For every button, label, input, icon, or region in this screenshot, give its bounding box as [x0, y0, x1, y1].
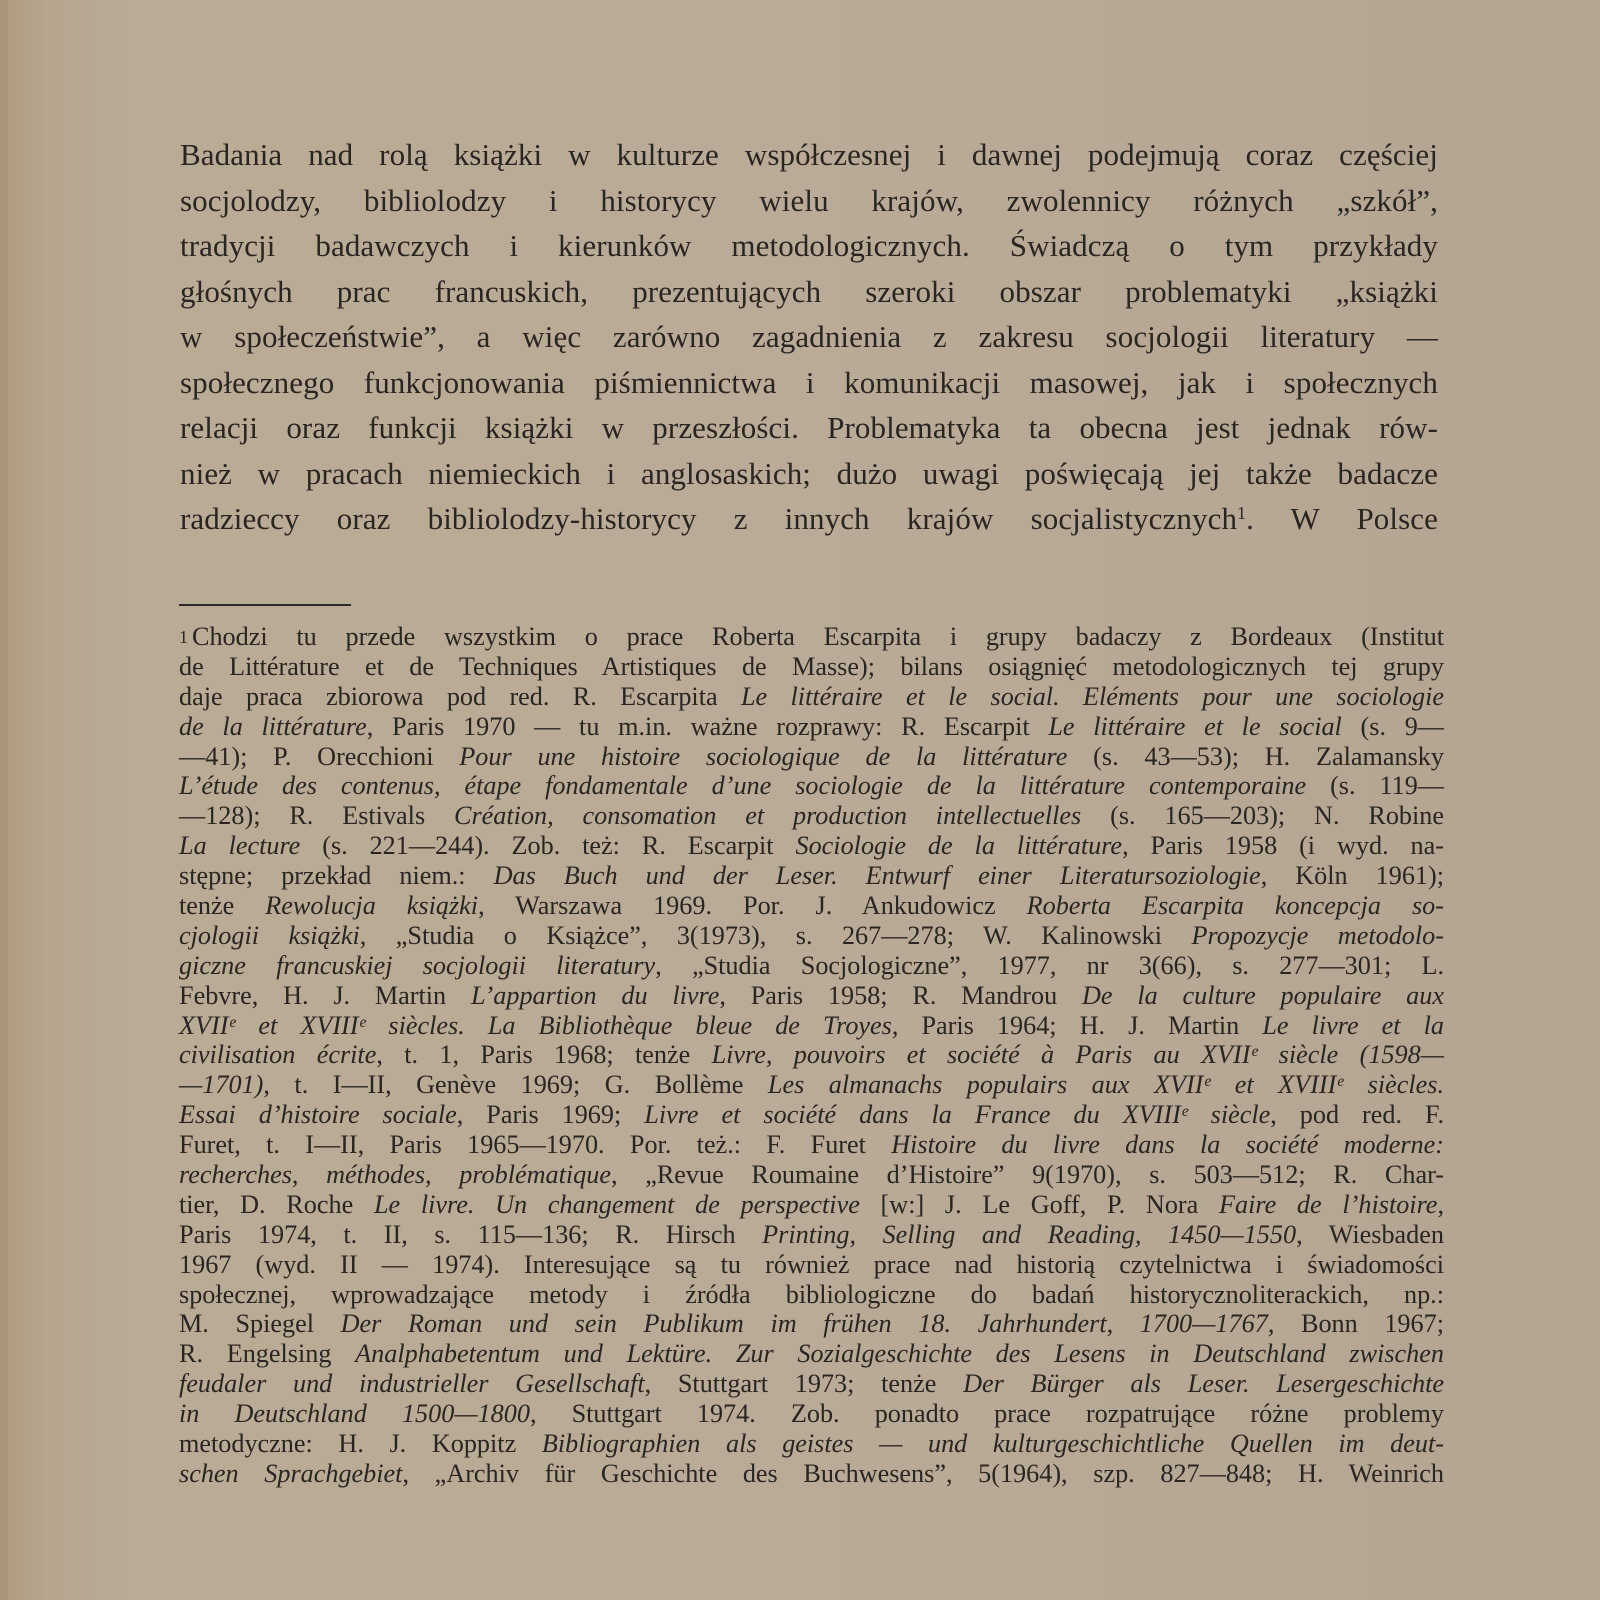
footnote-text: , [1437, 1189, 1444, 1219]
citation-title: recherches, méthodes, problématique [179, 1160, 611, 1190]
citation-title: Essai d’histoire sociale [179, 1100, 457, 1130]
footnote-text: , t. 1, Paris 1968; tenże [376, 1040, 712, 1070]
footnote-text: , Köln 1961); [1260, 861, 1445, 891]
footnote-text: , Stuttgart 1973; tenże [644, 1369, 964, 1399]
footnote-text: , Paris 1964; H. J. Martin [891, 1010, 1263, 1040]
citation-title: Livre et société dans la France du XVIIIᵉ siècle [644, 1100, 1271, 1130]
footnote-text: (s. 165—203); N. Robine [1081, 801, 1445, 831]
footnote-text: de Littérature et de Techniques Artistiques de Masse); bilans osiągnięć metodologicznych tej grupy [179, 651, 1444, 681]
citation-title: Livre, pouvoirs et société à Paris au XVIIᵉ siècle (1598— [711, 1040, 1445, 1070]
citation-title: Le littéraire et le social [1048, 711, 1342, 741]
footnote-text: (s. 221—244). Zob. też: R. Escarpit [300, 831, 796, 861]
footnote-text: , Paris 1970 — tu m.in. ważne rozprawy: R. Escarpit [366, 711, 1049, 741]
footnote-line [179, 771, 1444, 801]
citation-title: Propozycje metodolo- [1191, 920, 1444, 950]
footnote-text: Chodzi tu przede wszystkim o prace Roberta Escarpita i grupy badaczy z Bordeaux (Institut [192, 622, 1444, 651]
citation-title: de la littérature [179, 711, 367, 741]
paragraph-line: relacji oraz funkcji książki w przeszłości. Problematyka ta obecna jest jednak rów- [180, 410, 1438, 445]
paragraph-text: . W Polsce [1246, 501, 1439, 536]
footnote-text: , „Studia o Książce”, 3(1973), s. 267—278; W. Kalinowski [359, 920, 1192, 950]
footnote-line [179, 1040, 1444, 1070]
citation-title: L’étude des contenus, étape fondamentale d’une sociologie de la littérature contemporaine [179, 771, 1307, 801]
citation-title: La lecture [179, 831, 301, 861]
footnote-line [179, 1369, 1444, 1399]
footnote-line [179, 1100, 1444, 1130]
footnote-line [179, 1011, 1444, 1041]
footnote-line [179, 1220, 1444, 1250]
footnote-text: , „Studia Socjologiczne”, 1977, nr 3(66), s. 277—301; L. [655, 950, 1444, 980]
citation-title: Les almanachs populairs aux XVIIᵉ et XVIIIᵉ siècles. [767, 1070, 1445, 1100]
paragraph-line: socjolodzy, bibliolodzy i historycy wielu krajów, zwolennicy różnych „szkół”, [180, 182, 1438, 218]
citation-title: in Deutschland 1500—1800 [179, 1399, 530, 1429]
citation-title: Faire de l’histoire [1219, 1189, 1438, 1219]
footnote-line [179, 742, 1444, 772]
citation-title: De la culture populaire aux [1082, 980, 1444, 1010]
footnote [179, 622, 1444, 1489]
page-edge [0, 0, 8, 1600]
paragraph-line: tradycji badawczych i kierunków metodologicznych. Świadczą o tym przykłady [180, 228, 1438, 263]
paragraph-line: w społeczeństwie”, a więc zarówno zagadnienia z zakresu socjologii literatury — [180, 319, 1438, 354]
footnote-text: tier, D. Roche [179, 1189, 374, 1219]
footnote-text: (s. 119— [1306, 771, 1444, 801]
citation-title: Le livre. Un changement de perspective [373, 1189, 860, 1219]
citation-title: Le livre et la [1262, 1010, 1444, 1040]
footnote-reference[interactable]: 1 [1237, 503, 1247, 523]
footnote-text: , pod red. F. [1270, 1100, 1444, 1130]
footnote-line [179, 1399, 1444, 1429]
citation-title: XVIIᵉ et XVIIIᵉ siècles. La Bibliothèque bleue de Troyes [179, 1010, 892, 1040]
footnote-line [179, 1190, 1444, 1220]
footnote-text: , Paris 1969; [456, 1100, 645, 1130]
footnote-text: , Bonn 1967; [1267, 1309, 1444, 1339]
footnote-line [179, 921, 1444, 951]
paragraph-line: nież w pracach niemieckich i anglosaskich; dużo uwagi poświęcają jej także badacze [180, 455, 1438, 491]
citation-title: Analphabetentum und Lektüre. Zur Sozialgeschichte des Lesens in Deutschland zwischen [355, 1339, 1444, 1369]
footnote-line [179, 712, 1444, 742]
footnote-text: tenże [179, 891, 266, 921]
footnote-line [179, 1429, 1444, 1459]
footnote-line [179, 682, 1444, 712]
footnote-text: [w:] J. Le Goff, P. Nora [859, 1189, 1219, 1219]
footnote-line [179, 622, 1444, 652]
bleed-through-text [180, 40, 1430, 62]
footnote-text: , Stuttgart 1974. Zob. ponadto prace rozpatrujące różne problemy [529, 1399, 1444, 1429]
footnote-line [179, 1280, 1444, 1310]
footnote-text: metodyczne: H. J. Koppitz [179, 1429, 542, 1459]
citation-title: feudaler und industrieller Gesellschaft [179, 1369, 645, 1399]
citation-title: L’appartion du livre [470, 980, 720, 1010]
footnote-text: M. Spiegel [179, 1309, 341, 1339]
footnote-line [179, 801, 1444, 831]
footnote-text: Paris 1974, t. II, s. 115—136; R. Hirsch [179, 1219, 763, 1249]
footnote-text: Furet, t. I—II, Paris 1965—1970. Por. też.: F. Furet [179, 1130, 892, 1160]
citation-title: Pour une histoire sociologique de la littérature [459, 741, 1068, 771]
footnote-line [179, 1309, 1444, 1339]
citation-title: Printing, Selling and Reading, 1450—1550 [762, 1219, 1297, 1249]
footnote-text: , „Revue Roumaine d’Histoire” 9(1970), s. 503—512; R. Char- [611, 1160, 1445, 1190]
footnote-line [179, 831, 1444, 861]
citation-title: Sociologie de la littérature [795, 831, 1123, 861]
footnote-line [179, 1339, 1444, 1369]
citation-title: civilisation écrite [179, 1040, 377, 1070]
footnote-text: (s. 43—53); H. Zalamansky [1067, 741, 1444, 771]
paragraph-line: Badania nad rolą książki w kulturze współczesnej i dawnej podejmują coraz częściej [180, 137, 1438, 172]
citation-title: schen Sprachgebiet [179, 1458, 403, 1488]
footnote-line [179, 1070, 1444, 1100]
footnote-text: Febvre, H. J. Martin [179, 980, 471, 1010]
footnote-line [179, 1459, 1444, 1489]
footnote-line [179, 891, 1444, 921]
footnote-text: (s. 9— [1341, 711, 1444, 741]
footnote-text: , „Archiv für Geschichte des Buchwesens”, 5(1964), szp. 827—848; H. Weinrich [402, 1458, 1444, 1488]
paragraph-line: społecznego funkcjonowania piśmiennictwa i komunikacji masowej, jak i społecznych [180, 364, 1438, 400]
citation-title: Roberta Escarpita koncepcja so- [1026, 891, 1444, 921]
citation-title: Der Roman und sein Publikum im frühen 18. Jahrhundert, 1700—1767 [340, 1309, 1268, 1339]
footnote-text: daje praca zbiorowa pod red. R. Escarpita [179, 681, 741, 711]
citation-title: giczne francuskiej socjologii literatury [179, 950, 656, 980]
footnote-line [179, 951, 1444, 981]
footnote-text: 1967 (wyd. II — 1974). Interesujące są tu również prace nad historią czytelnictwa i świadomości [179, 1249, 1444, 1279]
footnote-number: 1 [179, 627, 188, 647]
footnote-text: , Wiesbaden [1296, 1219, 1444, 1249]
footnote-text: R. Engelsing [179, 1339, 356, 1369]
paragraph-line [180, 496, 1438, 542]
citation-title: Das Buch und der Leser. Entwurf einer Literatursoziologie [493, 861, 1261, 891]
footnote-text: , Warszawa 1969. Por. J. Ankudowicz [478, 891, 1027, 921]
footnote-text: , Paris 1958; R. Mandrou [719, 980, 1082, 1010]
citation-title: Der Bürger als Leser. Lesergeschichte [963, 1369, 1444, 1399]
footnote-text: , Paris 1958 (i wyd. na- [1122, 831, 1444, 861]
footnote-line [179, 981, 1444, 1011]
citation-title: —1701) [179, 1070, 264, 1100]
paragraph-text: radzieccy oraz bibliolodzy-historycy z innych krajów socjalistycznych [180, 501, 1238, 536]
paragraph-line: głośnych prac francuskich, prezentujących szeroki obszar problematyki „książki [180, 273, 1438, 309]
footnote-text: , t. I—II, Genève 1969; G. Bollème [263, 1070, 768, 1100]
citation-title: Rewolucja książki [265, 891, 479, 921]
footnote-text: stępne; przekład niem.: [179, 861, 494, 891]
citation-title: Bibliographien als geistes — und kulturgeschichtliche Quellen im deut- [541, 1429, 1444, 1459]
footnote-text: społecznej, wprowadzające metody i źródła bibliologiczne do badań historycznoliterackich, np.: [179, 1279, 1444, 1309]
footnote-text: —128); R. Estivals [179, 801, 454, 831]
footnote-line [179, 1250, 1444, 1280]
citation-title: Le littéraire et le social. Eléments pour une sociologie [740, 681, 1444, 711]
citation-title: Création, consomation et production intellectuelles [454, 801, 1082, 831]
main-paragraph [180, 132, 1438, 542]
footnote-line [179, 1130, 1444, 1160]
bleed-through-text [180, 85, 1430, 107]
citation-title: Histoire du livre dans la société moderne: [891, 1130, 1444, 1160]
footnote-line [179, 1160, 1444, 1190]
footnote-line [179, 861, 1444, 891]
footnote-separator [179, 604, 351, 606]
citation-title: cjologii książki [179, 920, 360, 950]
footnote-line [179, 652, 1444, 682]
footnote-text: —41); P. Orecchioni [179, 741, 460, 771]
